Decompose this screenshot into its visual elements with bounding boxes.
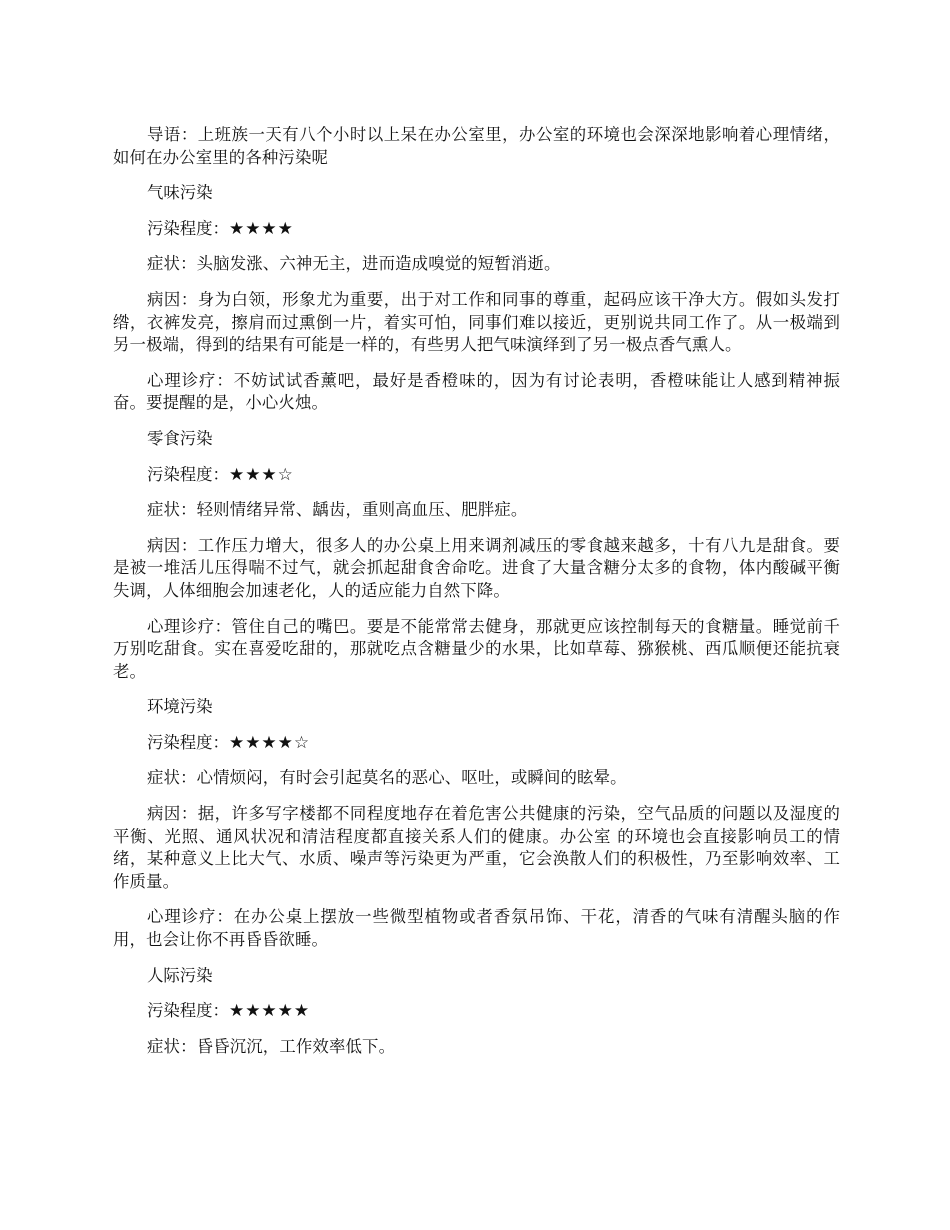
symptom-paragraph-interpersonal: 症状：昏昏沉沉，工作效率低下。 <box>147 1036 396 1056</box>
rating-stars: ★★★★ <box>228 218 294 239</box>
rating-label: 污染程度： <box>147 1001 229 1021</box>
cause-paragraph-snack: 病因：工作压力增大，很多人的办公桌上用来调剂减压的零食越来越多，十有八九是甜食。要是被一堆活儿压得喘不过气，就会抓起甜食舍命吃。进食了大量含糖分太多的食物，体内酸碱平衡失调，人体细胞会加速老化，人的适应能力自然下降。 <box>113 535 840 600</box>
rating-label: 污染程度： <box>147 218 229 238</box>
symptom-paragraph-odor: 症状：头脑发涨、六神无主，进而造成嗅觉的短暂消逝。 <box>147 254 561 274</box>
rating-stars: ★★★★★ <box>228 1001 311 1022</box>
section-title-odor: 气味污染 <box>147 183 213 203</box>
section-title-interpersonal: 人际污染 <box>147 965 213 985</box>
rating-label: 污染程度： <box>147 732 229 752</box>
pollution-rating-odor <box>113 218 840 241</box>
intro-paragraph: 导语：上班族一天有八个小时以上呆在办公室里，办公室的环境也会深深地影响着心理情绪，如何在办公室里的各种污染呢 <box>113 125 840 167</box>
therapy-paragraph-snack: 心理诊疗：管住自己的嘴巴。要是不能常常去健身，那就更应该控制每天的食糖量。睡觉前千万别吃甜食。实在喜爱吃甜的，那就吃点含糖量少的水果，比如草莓、猕猴桃、西瓜顺便还能抗衰老。 <box>113 616 840 681</box>
pollution-rating-snack <box>113 464 840 487</box>
rating-stars: ★★★★☆ <box>228 732 311 753</box>
therapy-paragraph-environment: 心理诊疗：在办公桌上摆放一些微型植物或者香氛吊饰、干花，清香的气味有清醒头脑的作用，也会让你不再昏昏欲睡。 <box>113 907 840 950</box>
cause-paragraph-environment: 病因：据，许多写字楼都不同程度地存在着危害公共健康的污染，空气品质的问题以及湿度的平衡、光照、通风状况和清洁程度都直接关系人们的健康。办公室 的环境也会直接影响员工的情绪，某种意义上比大气、水质、噪声等污染更为严重，它会涣散人们的积极性，乃至影响效率、工作质量。 <box>113 804 840 891</box>
rating-stars: ★★★☆ <box>228 464 294 485</box>
therapy-paragraph-odor: 心理诊疗：不妨试试香薰吧，最好是香橙味的，因为有讨论表明，香橙味能让人感到精神振奋。要提醒的是，小心火烛。 <box>113 370 840 413</box>
pollution-rating-environment <box>113 732 840 755</box>
symptom-paragraph-snack: 症状：轻则情绪异常、龋齿，重则高血压、肥胖症。 <box>147 500 528 520</box>
section-title-environment: 环境污染 <box>147 697 213 717</box>
document-body <box>113 124 840 1071</box>
pollution-rating-interpersonal <box>113 1000 840 1023</box>
section-title-snack: 零食污染 <box>147 428 213 448</box>
cause-paragraph-odor: 病因：身为白领，形象尤为重要，出于对工作和同事的尊重，起码应该干净大方。假如头发打绺，衣裤发亮，擦肩而过熏倒一片，着实可怕，同事们难以接近，更别说共同工作了。从一极端到另一极端，得到的结果有可能是一样的，有些男人把气味演绎到了另一极点香气熏人。 <box>113 289 840 355</box>
symptom-paragraph-environment: 症状：心情烦闷，有时会引起莫名的恶心、呕吐，或瞬间的眩晕。 <box>147 768 627 788</box>
rating-label: 污染程度： <box>147 464 229 484</box>
